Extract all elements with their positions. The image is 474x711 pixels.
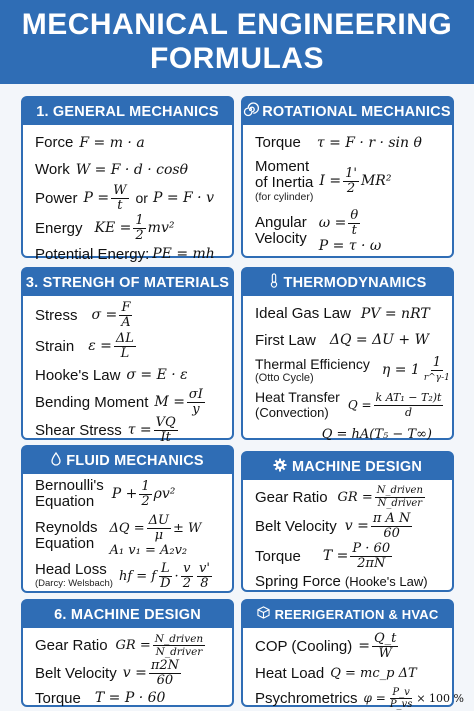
shear-label: Shear Stress bbox=[35, 421, 122, 439]
machine-design-card bbox=[241, 451, 454, 592]
moment-note: (for cylinder) bbox=[255, 191, 314, 203]
gear-icon bbox=[273, 458, 287, 476]
general-mechanics-header: 1. GENERAL MECHANICS bbox=[23, 98, 232, 125]
stress-formula: σ = $\frac{F}{A}$ bbox=[91, 299, 131, 330]
bern-formula: P + $\frac{1}{2}$ ρv² bbox=[111, 478, 176, 509]
torque-2-label: Torque bbox=[35, 689, 81, 707]
torque-2-formula: T = P · 60 bbox=[94, 690, 166, 706]
hvac-card bbox=[241, 599, 464, 710]
torque-formula: τ = F · r · sin θ bbox=[316, 134, 422, 151]
strain-label: Strain bbox=[35, 337, 75, 355]
head-label: Head Loss bbox=[35, 561, 107, 578]
moment-label-1: Moment bbox=[255, 158, 310, 175]
force-label: Force bbox=[35, 134, 74, 151]
heat-load-label: Heat Load bbox=[255, 664, 325, 682]
machine-design-2-header: 6. MACHINE DESIGN bbox=[23, 601, 232, 628]
fluid-card bbox=[21, 445, 234, 593]
power-alt-formula: P = F · v bbox=[152, 190, 214, 206]
ideal-formula: PV = nRT bbox=[360, 305, 430, 322]
moment-label-2: of Inertia bbox=[255, 174, 314, 191]
head-note: (Darcy: Welsbach) bbox=[35, 578, 113, 589]
first-law-label: First Law bbox=[255, 331, 316, 349]
strain-formula: ε = $\frac{\Delta L}{L}$ bbox=[88, 330, 134, 361]
materials-card bbox=[21, 267, 234, 445]
work-formula: W = F · d · cosθ bbox=[75, 161, 189, 178]
reyn-formula: ΔQ = $\frac{\Delta U}{\mu}$ ± W bbox=[109, 513, 202, 543]
gear-ratio-2-label: Gear Ratio bbox=[35, 636, 108, 654]
belt-velocity-formula: v = $\frac{\text{π A N}}{60}$ bbox=[344, 510, 411, 541]
rotational-mechanics-header: ROTATIONAL MECHANICS bbox=[243, 98, 452, 125]
machine-design-2-card bbox=[21, 599, 234, 707]
spiral-icon bbox=[244, 103, 257, 120]
ideal-label: Ideal Gas Law bbox=[255, 305, 351, 322]
hooke-label: Hooke's Law bbox=[35, 366, 121, 384]
stress-label: Stress bbox=[35, 306, 78, 324]
rotational-mechanics-card bbox=[241, 96, 454, 258]
psychrometrics-formula: φ = $\frac{P\_v}{P\_vs}$ × 100 % bbox=[363, 686, 464, 710]
angular-label-1: Angular bbox=[255, 214, 307, 231]
eff-note: (Otto Cycle) bbox=[255, 372, 314, 384]
gear-ratio-label: Gear Ratio bbox=[255, 488, 328, 506]
work-label: Work bbox=[35, 161, 70, 178]
torque-formula-md: T = $\frac{P \cdot 60}{2\pi N}$ bbox=[322, 540, 391, 571]
power-or: or bbox=[135, 190, 148, 206]
cop-formula: = $\frac{Q\_t}{W}$ bbox=[358, 630, 397, 661]
moment-formula: I = $\frac{1'}{2}$ MR² bbox=[319, 165, 392, 196]
hvac-header: REERIGERATION & HVAC bbox=[243, 601, 452, 628]
spring-note: (Hooke's Law) bbox=[344, 573, 428, 589]
hooke-formula: σ = E · ε bbox=[126, 367, 188, 383]
energy-formula: KE = $\frac{1}{2}$ mv² bbox=[94, 212, 175, 243]
bern-label-1: Bernoulli's bbox=[35, 477, 104, 494]
spring-label: Spring Force bbox=[255, 572, 341, 590]
page-title-line2: FORMULAS bbox=[150, 42, 324, 75]
bern-label-2: Equation bbox=[35, 493, 95, 510]
fluid-header: FLUID MECHANICS bbox=[23, 447, 232, 474]
page-title-line1: MECHANICAL ENGINEERING bbox=[21, 8, 453, 41]
materials-header: 3. STRENGH OF MATERIALS bbox=[23, 269, 232, 296]
psychrometrics-label: Psychrometrics bbox=[255, 689, 358, 707]
gear-ratio-formula: GR = $\frac{\text{N\_driven}}{\text{N\_driver}}$ bbox=[337, 484, 423, 509]
general-mechanics-card bbox=[21, 96, 234, 263]
reyn-label-2: Equation bbox=[35, 535, 95, 552]
energy-label: Energy bbox=[35, 219, 83, 237]
droplet-icon bbox=[51, 452, 61, 470]
omega-formula: ω = $\frac{\theta}{t}$ bbox=[318, 207, 359, 238]
power-formula: P = $\frac{W}{t}$ bbox=[83, 182, 127, 213]
thermo-card bbox=[241, 267, 454, 440]
heat-load-formula: Q = mc_p ΔT bbox=[330, 665, 417, 681]
potential-label: Potential Energy: bbox=[35, 245, 150, 263]
cop-label: COP (Cooling) bbox=[255, 637, 353, 655]
bending-label: Bending Moment bbox=[35, 393, 149, 411]
conv-formula: Q = hA(T₅ − T∞) bbox=[321, 426, 432, 442]
belt-velocity-label: Belt Velocity bbox=[255, 517, 337, 535]
rot-power-formula: P = τ · ω bbox=[318, 237, 382, 254]
belt-velocity-2-label: Belt Velocity bbox=[35, 664, 117, 682]
box-icon bbox=[257, 606, 270, 623]
machine-design-header: MACHINE DESIGN bbox=[243, 453, 452, 480]
torque-label: Torque bbox=[255, 134, 301, 151]
power-label: Power bbox=[35, 189, 78, 207]
heat-label-2: (Convection) bbox=[255, 405, 329, 420]
shear-formula: τ = $\frac{VQ}{It}$ bbox=[127, 414, 176, 445]
thermometer-icon bbox=[269, 273, 279, 292]
reyn-label-1: Reynolds bbox=[35, 519, 98, 536]
thermo-header: THERMODYNAMICS bbox=[243, 269, 452, 296]
force-formula: F = m · a bbox=[79, 134, 145, 151]
heat-formula: Q = $\frac{\text{k AT₁ − T₂)t}}{d}$ bbox=[347, 390, 442, 419]
gear-ratio-2-formula: GR = $\frac{\text{N\_driven}}{\text{N\_driver}}$ bbox=[115, 632, 204, 658]
first-law-formula: ΔQ = ΔU + W bbox=[329, 332, 429, 348]
title-banner bbox=[0, 0, 474, 84]
belt-velocity-2-formula: v = $\frac{\pi 2N}{60}$ bbox=[122, 657, 180, 688]
angular-label-2: Velocity bbox=[255, 230, 307, 247]
continuity-formula: A₁ v₁ = A₂v₂ bbox=[109, 543, 188, 558]
heat-label-1: Heat Transfer bbox=[255, 389, 340, 405]
head-formula: hf = f $\frac{L}{D}$ · $\frac{v}{2}$ $\frac{v'}{8}$ bbox=[118, 560, 210, 591]
torque-label-md: Torque bbox=[255, 547, 301, 565]
potential-formula: PE = mh bbox=[152, 246, 215, 262]
eff-formula: η = 1 $\frac{1}{r\^{}\gamma-1}$ bbox=[381, 354, 450, 383]
bending-formula: M = $\frac{\sigma I}{y}$ bbox=[154, 386, 203, 417]
eff-label: Thermal Efficiency bbox=[255, 356, 370, 372]
